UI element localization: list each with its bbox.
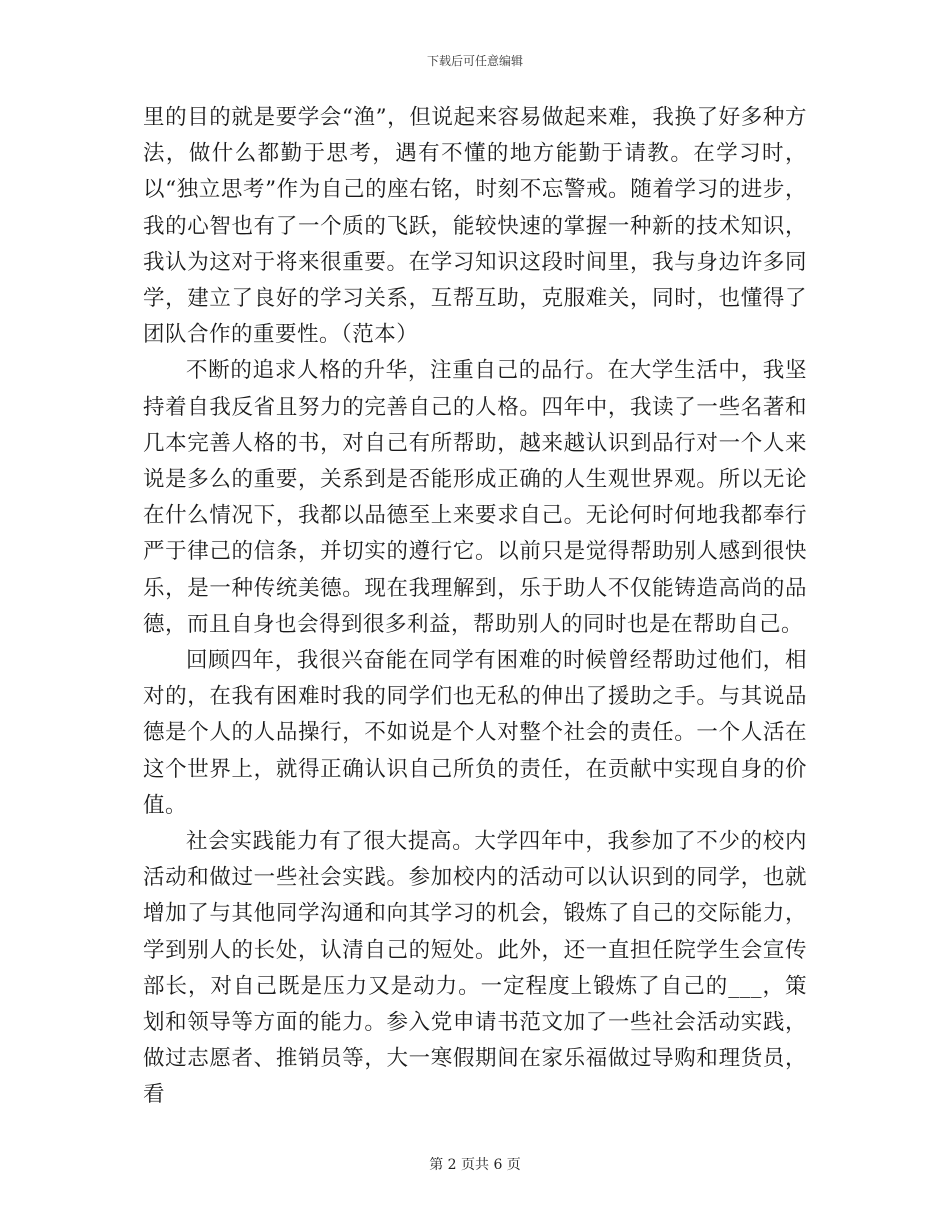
paragraph-4: 社会实践能力有了很大提高。大学四年中，我参加了不少的校内活动和做过一些社会实践。参加校内的活动可以认识到的同学，也就增加了与其他同学沟通和向其学习的机会，锻炼了自己的交际能力，学到别人的长处，认清自己的短处。此外，还一直担任院学生会宣传部长，对自己既是压力又是动力。一定程度上锻炼了自己的___，策划和领导等方面的能力。参入党申请书范文加了一些社会活动实践，做过志愿者、推销员等，大一寒假期间在家乐福做过导购和理货员，看 <box>143 829 807 1108</box>
paragraph-3: 回顾四年，我很兴奋能在同学有困难的时候曾经帮助过他们，相对的，在我有困难时我的同学们也无私的伸出了援助之手。与其说品德是个人的人品操行，不如说是个人对整个社会的责任。一个人活在这个世界上，就得正确认识自己所负的责任，在贡献中实现自身的价值。 <box>143 648 807 818</box>
document-body <box>143 100 807 1114</box>
paragraph-2: 不断的追求人格的升华，注重自己的品行。在大学生活中，我坚持着自我反省且努力的完善自己的人格。四年中，我读了一些名著和几本完善人格的书，对自己有所帮助，越来越认识到品行对一个人来说是多么的重要，关系到是否能形成正确的人生观世界观。所以无论在什么情况下，我都以品德至上来要求自己。无论何时何地我都奉行严于律己的信条，并切实的遵行它。以前只是觉得帮助别人感到很快乐，是一种传统美德。现在我理解到，乐于助人不仅能铸造高尚的品德，而且自身也会得到很多利益，帮助别人的同时也是在帮助自己。 <box>143 358 807 637</box>
page-header: 下载后可任意编辑 <box>426 54 523 68</box>
paragraph-1: 里的目的就是要学会“渔”，但说起来容易做起来难，我换了好多种方法，做什么都勤于思考，遇有不懂的地方能勤于请教。在学习时，以“独立思考”作为自己的座右铭，时刻不忘警戒。随着学习的进步，我的心智也有了一个质的飞跃，能较快速的掌握一种新的技术知识，我认为这对于将来很重要。在学习知识这段时间里，我与身边许多同学，建立了良好的学习关系，互帮互助，克服难关，同时，也懂得了团队合作的重要性。（范本） <box>143 105 807 348</box>
page-number-footer: 第 2 页共 6 页 <box>429 1157 521 1173</box>
